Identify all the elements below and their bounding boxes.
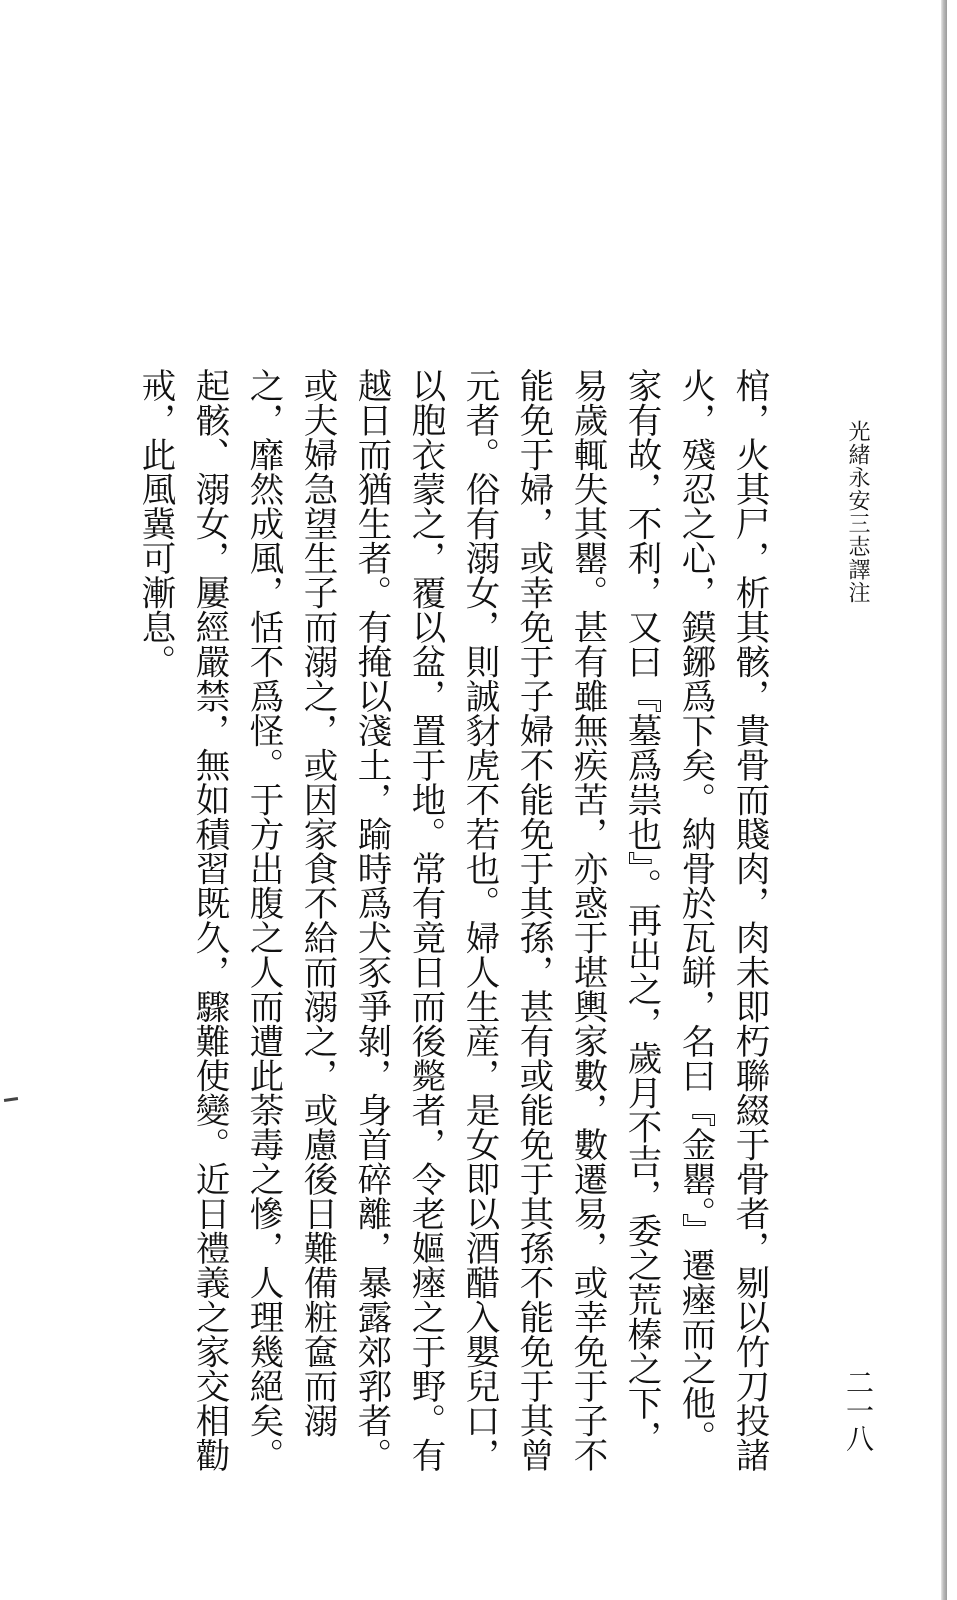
scan-edge-shadow xyxy=(941,0,947,1600)
scan-artifact-mark xyxy=(4,1097,18,1102)
page-number: 二一八 xyxy=(842,1368,875,1452)
running-head-title: 光緒永安三志譯注 xyxy=(845,420,870,604)
body-paragraph: 棺，火其尸，析其骸，貴骨而賤肉，肉未即朽聯綴于骨者，剔以竹刀投諸火，殘忍之心，鏌鋣爲下矣。納骨於瓦缾，名曰『金罌。』遷瘞而之他。家有故，不利，又曰『墓爲祟也』。再出之，歲月不吉，委之荒榛之下，易歲輒失其罌。甚有雖無疾苦，亦惑于堪輿家數，數遷易，或幸免于子不能免于婦，或幸免于子婦不能免于其孫，甚有或能免于其孫不能免于其曾元者。俗有溺女，則誠豺虎不若也。婦人生産，是女即以酒醋入嬰兒口，以胞衣蒙之，覆以盆，置于地。常有竟日而後斃者，令老嫗瘞之于野。有越日而猶生者。有掩以淺土，踰時爲犬豕爭剝，身首碎離，暴露郊郛者。或夫婦急望生子而溺之，或因家食不給而溺之，或慮後日難備粧奩而溺之，靡然成風，恬不爲怪。于方出腹之人而遭此荼毒之慘，人理幾絕矣。起骸、溺女，屢經嚴禁，無如積習既久，驟難使變。近日禮義之家交相勸戒，此風冀可漸息。 xyxy=(135,368,769,1472)
body-text-block xyxy=(128,368,776,1478)
